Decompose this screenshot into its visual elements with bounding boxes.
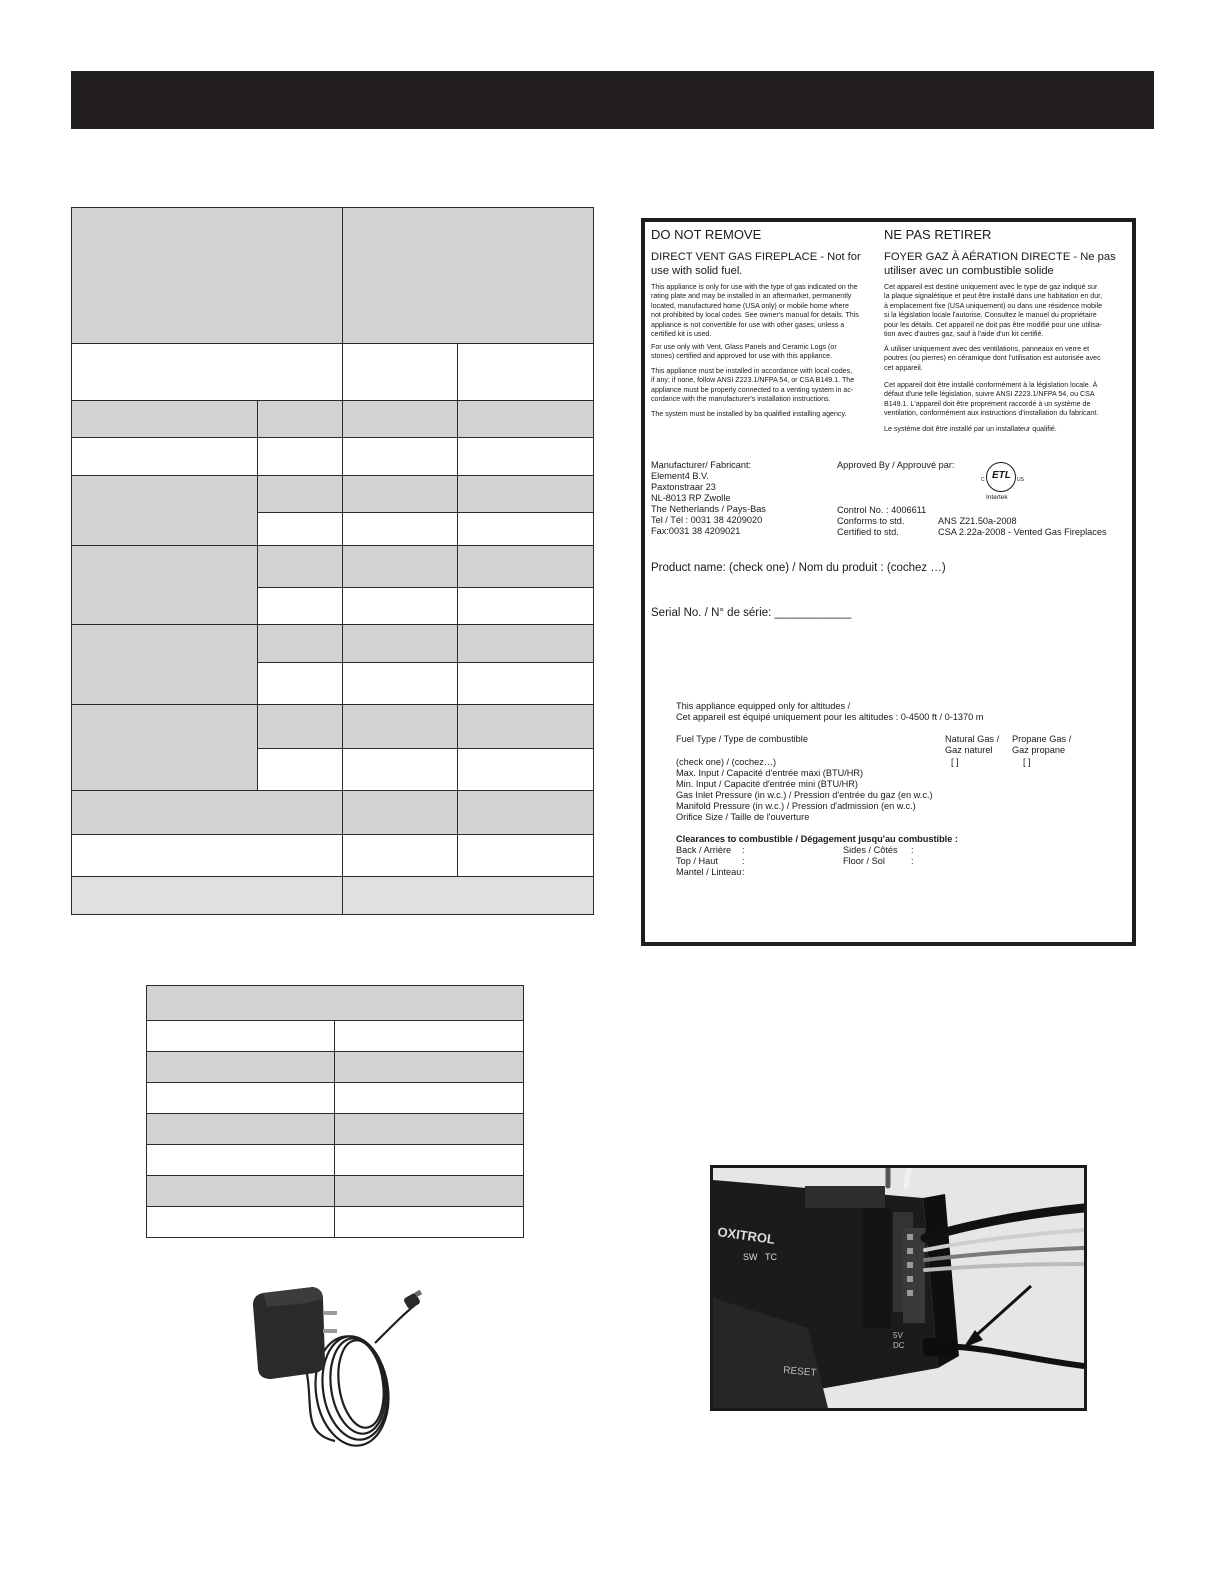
power-adapter-table xyxy=(146,985,524,1238)
plate-manufacturer: Manufacturer/ Fabricant: Element4 B.V. Paxtonstraar 23 NL-8013 RP Zwolle The Netherlands / Pays-Bas Tel / Tél : 0031 38 4209020 Fax:0031 38 4209021 xyxy=(651,460,766,536)
table-cell xyxy=(458,344,594,401)
plate-clearance-floor: Floor / Sol xyxy=(843,856,885,866)
etl-logo-icon: ETL C US xyxy=(986,462,1016,492)
receiver-module-photo xyxy=(710,1165,1087,1411)
plate-en-paragraph-3: This appliance must be installed in accordance with local codes, if any; if none, follow ANSI Z223.1/NFPA 54, or CSA B149.1. The appliance must be properly connected to a venting system in ac- cordance with the manufacturer's installation instructions. xyxy=(651,367,855,404)
table-cell xyxy=(72,344,343,401)
plate-clearance-top: Top / Haut xyxy=(676,856,718,866)
plate-product-name: Product name: (check one) / Nom du produit : (cochez …) xyxy=(651,562,946,574)
receiver-module-illustration xyxy=(713,1168,1084,1408)
plate-fr-paragraph-4: Le système doit être installé par un installateur qualifié. xyxy=(884,425,1057,433)
plate-serial-no: Serial No. / N° de série: ____________ xyxy=(651,607,852,619)
propane-gas-checkbox: [ ] xyxy=(1023,757,1031,767)
photo-brand-label: OXITROL xyxy=(716,1224,776,1248)
plate-clearance-back: Back / Arrière xyxy=(676,845,732,855)
plate-title-fr: FOYER GAZ À AÉRATION DIRECTE - Ne pas utiliser avec un combustible solide xyxy=(884,251,1116,277)
plate-control-labels: Control No. : 4006611 Conforms to std. Certified to std. xyxy=(837,505,927,537)
plate-altitude: This appliance equipped only for altitudes / Cet appareil est équipé uniquement pour les altitudes : 0-4500 ft / 0-1370 m xyxy=(676,701,984,722)
power-adapter-image xyxy=(245,1283,435,1453)
plate-natural-gas: Natural Gas / Gaz naturel xyxy=(945,734,1000,755)
table-cell xyxy=(343,208,594,344)
table-cell xyxy=(343,344,458,401)
plate-clearance-mantel: Mantel / Linteau xyxy=(676,867,742,877)
plate-title-en: DIRECT VENT GAS FIREPLACE - Not for use with solid fuel. xyxy=(651,251,861,277)
intertek-logo-text: Intertek xyxy=(986,494,1008,501)
plate-conforms-value: ANS Z21.50a-2008 xyxy=(938,516,1017,526)
plate-certified-value: CSA 2.22a-2008 - Vented Gas Fireplaces xyxy=(938,527,1107,537)
natural-gas-checkbox: [ ] xyxy=(951,757,959,767)
plate-ne-pas-retirer: NE PAS RETIRER xyxy=(884,227,992,242)
plate-clearance-sides: Sides / Côtés xyxy=(843,845,898,855)
photo-5v-label: 5V xyxy=(893,1331,903,1340)
plate-en-paragraph-1: This appliance is only for use with the type of gas indicated on the rating plate and may be installed in an aftermarket, permanently located, manufactured home (USA only) or mobile home where not prohibited by local codes. See owner's manual for details. This appliance is not convertible for use with other gases, unless a certified kit is used. xyxy=(651,283,859,339)
plate-fuel-rows: (check one) / (cochez…) Max. Input / Capacité d'entrée maxi (BTU/HR) Min. Input / Capacité d'entrée mini (BTU/HR) Gas Inlet Pressure (in w.c.) / Pression d'entrée du gaz (en w.c.) Manifold Pressure (in w.c.) / Pression d'admission (en w.c.) Orifice Size / Taille de l'ouverture xyxy=(676,757,933,822)
plate-clearances-title: Clearances to combustible / Dégagement jusqu'au combustible : xyxy=(676,834,958,844)
plate-en-paragraph-4: The system must be installed by ba qualified installing agency. xyxy=(651,410,847,418)
rating-plate: DO NOT REMOVE NE PAS RETIRER DIRECT VENT GAS FIREPLACE - Not for use with solid fuel. FOYER GAZ À AÉRATION DIRECTE - Ne pas utiliser avec un combustible solide This appliance is only for use with the type of gas indicated on the rating plate and may be installed in an aftermarket, permanently located, manufactured home (USA only) or mobile home where not prohibited by local codes. See owner's manual for details. This appliance is not convertible for use with other gases, unless a certified kit is used. For use only with Vent, Glass Panels and Ceramic Logs (or stones) certified and approved for use with this appliance. This appliance must be installed in accordance with local codes, if any; if none, follow ANSI Z223.1/NFPA 54, or CSA B149.1. The appliance must be properly connected to a venting system in ac- cordance with the manufacturer's installation instructions. The system must be installed by ba qualified installing agency. Cet appareil est destiné uniquement avec le type de gaz indiqué sur la plaque signalétique et peut être installé dans une habitation en dur, à emplacement fixe (USA uniquement) ou dans une résidence mobile si la législation locale l'autorise. Consultez le manuel du propriétaire pour les détails. Cet appareil ne doit pas être modifié pour une utilisa- tion avec d'autres gaz, sauf à l'aide d'un kit certifié. À utiliser uniquement avec des ventilations, panneaux en verre et poutres (ou pierres) en céramique dont l'utilisation est autorisée avec cet appareil. Cet appareil doit être installé conformément à la législation locale. À défaut d'une telle législation, suivre ANSI Z223.1/NFPA 54, ou CSA B149.1. L'appareil doit être proprement raccordé à un système de ventilation, conformément aux instructions d'installation du fabricant. Le système doit être installé par un installateur qualifié. Manufacturer/ Fabricant: Element4 B.V. Paxtonstraar 23 NL-8013 RP Zwolle The Netherlands / Pays-Bas Tel / Tél : 0031 38 4209020 Fax:0031 38 4209021 Approved By / Approuvé par: ETL C US Intertek Control No. : 4006611 Conforms to std. Certified to std. ANS Z21.50a-2008 CSA 2.22a-2008 - Vented Gas Fireplaces Product name: (check one) / Nom du produit : (cochez …) Serial No. / N° de série: ____________ This appliance equipped only for altitudes / Cet appareil est équipé uniquement pour les altitudes : 0-4500 ft / 0-1370 m Fuel Type / Type de combustible Natural Gas / Gaz naturel Propane Gas / Gaz propane [ ] [ ] (check one) / (cochez…) Max. Input / Capacité d'entrée maxi (BTU/HR) Min. Input / Capacité d'entrée mini (BTU/HR) Gas Inlet Pressure (in w.c.) / Pression d'entrée du gaz (en w.c.) Manifold Pressure (in w.c.) / Pression d'admission (en w.c.) Orifice Size / Taille de l'ouverture Clearances to combustible / Dégagement jusqu'au combustible : Back / Arrière : Top / Haut : Mantel / Linteau : Sides / Côtés : Floor / Sol : xyxy=(641,218,1136,946)
plate-fr-paragraph-3: Cet appareil doit être installé conformément à la législation locale. À défaut d'une telle législation, suivre ANSI Z223.1/NFPA 54, ou CSA B149.1. L'appareil doit être proprement raccordé à un système de ventilation, conformément aux instructions d'installation du fabricant. xyxy=(884,381,1099,418)
table-header-cell xyxy=(147,986,524,1021)
photo-sw-label: SW xyxy=(743,1252,758,1262)
plate-fr-paragraph-1: Cet appareil est destiné uniquement avec le type de gaz indiqué sur la plaque signalétique et peut être installé dans une habitation en dur, à emplacement fixe (USA uniquement) ou dans une résidence mobile si la législation locale l'autorise. Consultez le manuel du propriétaire pour les détails. Cet appareil ne doit pas être modifié pour une utilisa- tion avec d'autres gaz, sauf à l'aide d'un kit certifié. xyxy=(884,283,1103,339)
plate-en-paragraph-2: For use only with Vent, Glass Panels and Ceramic Logs (or stones) certified and approved for use with this appliance. xyxy=(651,343,837,361)
photo-dc-label: DC xyxy=(893,1341,905,1350)
plate-fuel-type: Fuel Type / Type de combustible xyxy=(676,734,808,744)
photo-reset-label: RESET xyxy=(782,1365,817,1379)
table-cell xyxy=(72,208,343,344)
photo-tc-label: TC xyxy=(765,1252,777,1262)
section-header-bar xyxy=(71,71,1154,129)
specifications-table xyxy=(71,207,594,915)
plate-do-not-remove: DO NOT REMOVE xyxy=(651,227,762,242)
plate-fr-paragraph-2: À utiliser uniquement avec des ventilations, panneaux en verre et poutres (ou pierres) en céramique dont l'utilisation est autorisée avec cet appareil. xyxy=(884,345,1101,372)
plate-approved-by: Approved By / Approuvé par: xyxy=(837,460,955,470)
plate-propane-gas: Propane Gas / Gaz propane xyxy=(1012,734,1072,755)
